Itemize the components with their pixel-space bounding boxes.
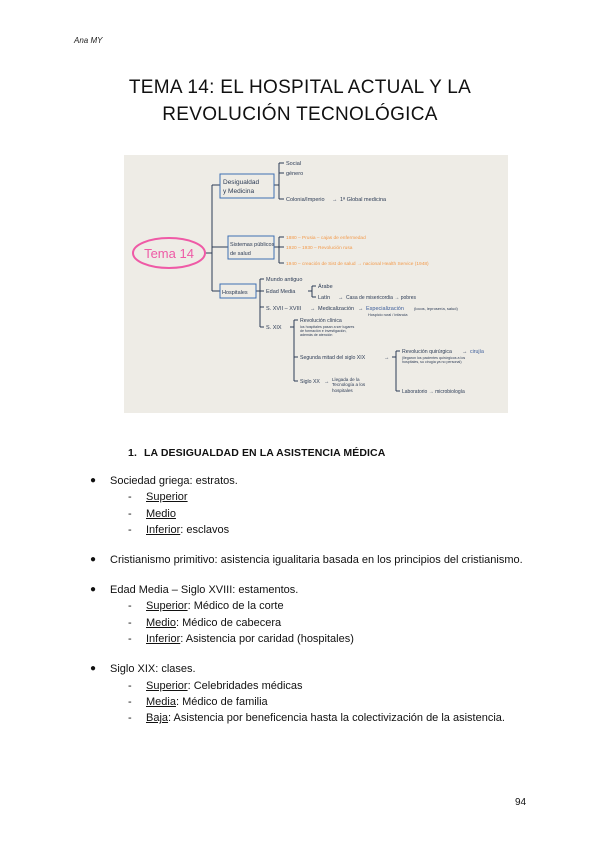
sub-term: Superior	[146, 491, 188, 504]
mindmap-b3-clinica-note-wrap	[300, 325, 358, 351]
mindmap-b3-arrow-med: →	[310, 306, 316, 312]
mindmap-b3-arrow-quir: →	[384, 355, 390, 361]
mindmap-center-label: Tema 14	[144, 246, 194, 261]
section-heading	[128, 447, 385, 459]
sub-rest: : Médico de cabecera	[175, 616, 282, 629]
mindmap-b1-global: 1ª Global medicina	[340, 197, 387, 203]
sub-rest: : Médico de familia	[175, 695, 268, 708]
mindmap-b3-arrow-tec: →	[324, 379, 330, 385]
mindmap-b3-edad-media: Edad Media	[266, 289, 296, 295]
title-line-1: TEMA 14: EL HOSPITAL ACTUAL Y LA	[128, 77, 472, 98]
sub-term: Media	[146, 695, 176, 708]
sub-item	[90, 598, 528, 614]
mindmap-b3-rev-clinica: Revolución clínica	[300, 318, 342, 324]
sub-item	[90, 522, 528, 538]
bullet-text: Siglo XIX: clases.	[110, 663, 196, 676]
mindmap-b1-genero: género	[286, 171, 304, 177]
sub-dash: -	[128, 507, 132, 520]
mindmap-b3-arabe: Árabe	[318, 284, 333, 290]
sub-dash: -	[128, 524, 132, 537]
mindmap-box2-line1: Sistemas públicos	[230, 242, 275, 248]
sub-rest: : Médico de la corte	[187, 600, 284, 613]
mindmap-b2-1940: 1940 – creación de Sist de salud → nacional Health Service (1948)	[286, 262, 429, 267]
bullet-dot: ●	[90, 554, 97, 566]
sub-term: Superior	[146, 679, 188, 692]
bullet-dot: ●	[90, 584, 97, 596]
mindmap-b3-siglo-xx: Siglo XX	[300, 379, 320, 385]
sub-dash: -	[128, 679, 132, 692]
sub-term: Baja	[146, 712, 169, 725]
mindmap-b3-laboratorio: Laboratorio → microbiología	[402, 389, 465, 395]
mindmap-b3-xix: S. XIX	[266, 325, 282, 331]
mindmap-b1-colonia: Colonia/Imperio	[286, 197, 325, 203]
sub-dash: -	[128, 695, 132, 708]
mindmap-b3-tecnologia: Llegada de la Tecnología a los hospitales	[332, 377, 366, 393]
sub-item	[90, 678, 528, 694]
content-body	[90, 473, 528, 727]
bullet-text: Sociedad griega: estratos.	[110, 475, 238, 487]
mindmap-box1-line2: y Medicina	[223, 188, 255, 195]
mindmap-box2-line2: de salud	[230, 251, 251, 257]
sub-term: Medio	[146, 507, 176, 520]
bullet-dot: ●	[90, 663, 97, 675]
mindmap-b3-arrow-esp: →	[358, 306, 364, 312]
sub-dash: -	[128, 712, 132, 725]
sub-dash: -	[128, 633, 132, 646]
sub-rest: : Asistencia por beneficencia hasta la colectivización de la asistencia.	[168, 712, 505, 725]
mindmap-b3-mundo: Mundo antiguo	[266, 277, 303, 283]
mindmap-b3-quir-note: (llegaron los pacientes quirúrgicos a los hospitales, su cirugía ya no personal)	[402, 356, 466, 365]
mindmap-b3-arrow-caridad: →	[338, 295, 344, 301]
mindmap-box1-line1: Desigualdad	[223, 179, 260, 186]
mindmap-b1-social: Social	[286, 161, 301, 167]
mindmap-b3-tecnologia-wrap	[332, 377, 382, 399]
mindmap-image	[124, 155, 508, 413]
bullet-text: Cristianismo primitivo: asistencia igualitaria basada en los principios del cristianismo.	[110, 554, 523, 567]
sub-rest: : Asistencia por caridad (hospitales)	[180, 633, 354, 646]
mindmap-b2-1880: 1880 – Prusia – cajas de enfermedad	[286, 236, 366, 241]
mindmap-b3-esp-note: (locos, leprosería, salud)	[414, 306, 458, 311]
bullet-item	[90, 582, 528, 598]
mindmap-b3-esp-note2: Hospicio rural / infancia	[368, 313, 408, 317]
author-name: Ana MY	[74, 36, 103, 45]
sub-item	[90, 615, 528, 631]
mindmap-b2-1920: 1920 – 1930 – Revolución rusa	[286, 246, 353, 251]
sub-dash: -	[128, 491, 132, 504]
sub-term: Inferior	[146, 633, 181, 646]
mindmap-b3-caridad: Casa de misericordia → pobres	[346, 295, 417, 301]
section-title: LA DESIGUALDAD EN LA ASISTENCIA MÉDICA	[144, 447, 386, 459]
bullet-item	[90, 473, 528, 489]
sub-item	[90, 631, 528, 647]
sub-rest: : Celebridades médicas	[187, 679, 303, 692]
title-line-2: REVOLUCIÓN TECNOLÓGICA	[162, 104, 438, 125]
sub-term: Superior	[146, 600, 188, 613]
section-number: 1.	[128, 447, 137, 459]
mindmap-b3-clinica-note: los hospitales pasan a ser lugares de formación e investigación, además de atención	[300, 325, 355, 338]
bullet-item	[90, 552, 528, 568]
sub-item	[90, 710, 528, 726]
sub-item	[90, 506, 528, 522]
sub-dash: -	[128, 616, 132, 629]
sub-dash: -	[128, 600, 132, 613]
mindmap-b3-latin: Latín	[318, 295, 331, 301]
sub-term: Inferior	[146, 524, 181, 537]
sub-item	[90, 694, 528, 710]
bullet-text: Edad Media – Siglo XVIII: estamentos.	[110, 584, 299, 597]
bullet-item	[90, 661, 528, 677]
mindmap-b3-xvii: S. XVII – XVIII	[266, 306, 302, 312]
sub-rest: : esclavos	[180, 524, 230, 537]
mindmap-b3-quir-note-wrap	[402, 356, 474, 378]
page-title	[0, 74, 600, 128]
mindmap-b3-arrow-cir: →	[462, 349, 468, 355]
mindmap-b1-arrow: →	[332, 197, 338, 203]
mindmap-b3-medicalizacion: Medicalización	[318, 306, 355, 312]
mindmap-b3-rev-quirurgica: Revolución quirúrgica	[402, 349, 452, 355]
mindmap-b3-segunda-mitad: Segunda mitad del siglo XIX	[300, 355, 366, 361]
sub-term: Medio	[146, 616, 176, 629]
page-number: 94	[515, 797, 527, 808]
mindmap-b3-especializacion: Especialización	[366, 306, 404, 312]
bullet-dot: ●	[90, 475, 97, 486]
sub-item	[90, 489, 528, 505]
mindmap-box3-label: Hospitales	[222, 290, 248, 296]
mindmap-b3-cirujia: cirujía	[470, 349, 484, 355]
